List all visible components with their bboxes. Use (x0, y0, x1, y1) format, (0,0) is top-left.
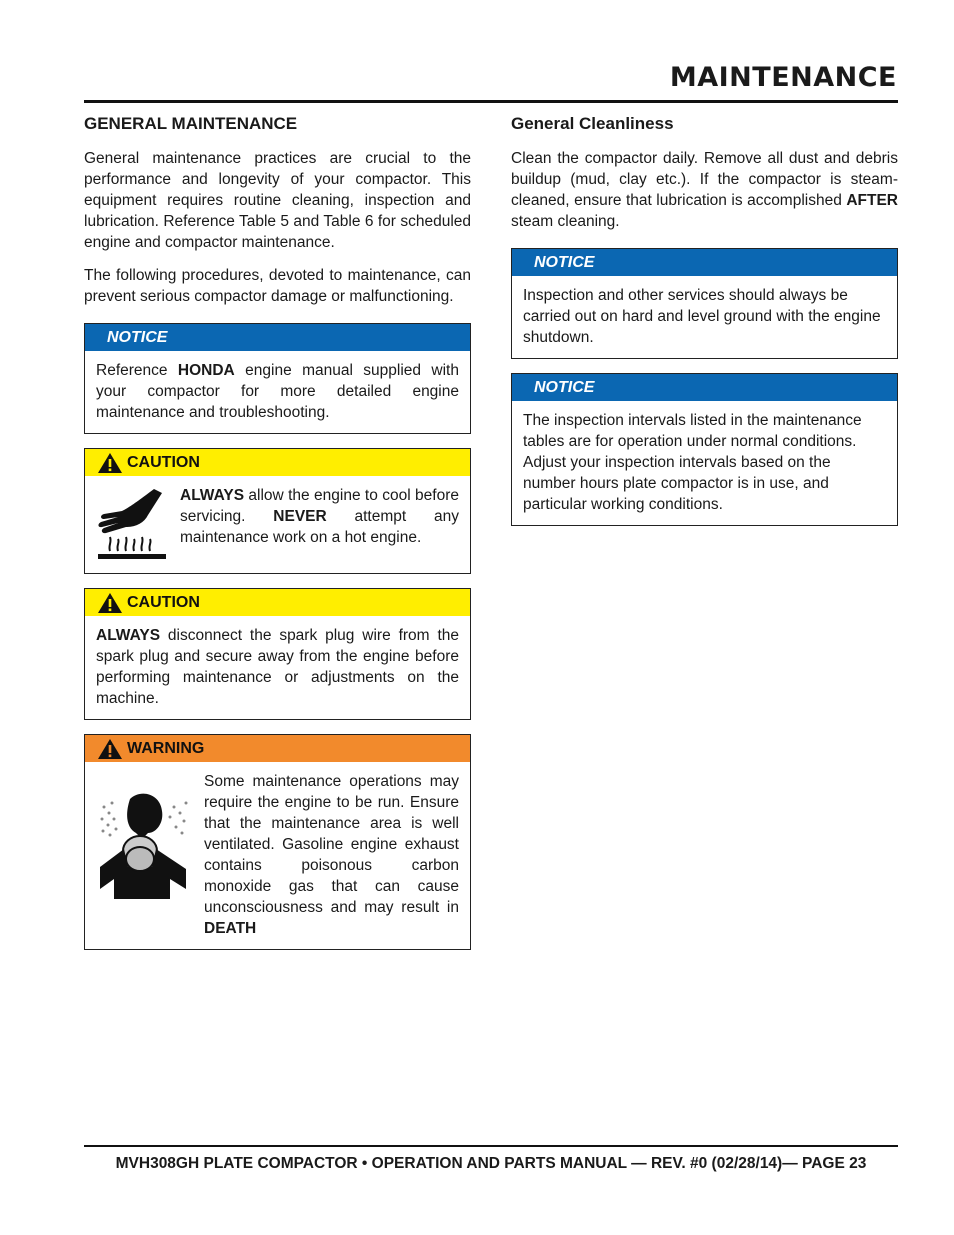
right-column (511, 114, 898, 540)
notice-box-inspection (511, 248, 898, 359)
notice-text-part: engine manual supplied with your compactor for more detailed engine maintenance and troubleshooting. (96, 362, 459, 421)
warning-body (85, 762, 470, 949)
notice-text: Inspection and other services should always be carried out on hard and level ground with the engine shutdown. (523, 287, 881, 346)
warning-text-part: Some maintenance operations may require the engine to be run. Ensure that the maintenance area is well ventilated. Gasoline engine exhaust contains poisonous carbon monoxide gas that can cause unconsciousness and may result in (204, 773, 459, 916)
caution-header (85, 449, 470, 476)
section-heading: GENERAL MAINTENANCE (84, 114, 298, 133)
caution-label: CAUTION (127, 453, 200, 471)
section-heading: General Cleanliness (511, 114, 674, 133)
notice-box-intervals (511, 373, 898, 526)
warning-box (84, 734, 471, 950)
warning-triangle-icon (97, 738, 123, 760)
warning-triangle-icon (97, 452, 123, 474)
warning-header (85, 735, 470, 762)
caution-bold: ALWAYS (180, 487, 245, 504)
notice-header: NOTICE (512, 249, 897, 276)
procedures-paragraph: The following procedures, devoted to maintenance, can prevent serious compactor damage or malfunctioning. (84, 267, 471, 305)
warning-text (204, 771, 459, 939)
caution-box-spark-plug (84, 588, 471, 720)
footer-rule (84, 1145, 898, 1147)
caution-text (85, 616, 470, 719)
cleanliness-text-part: Clean the compactor daily. Remove all dust and debris buildup (mud, clay etc.). If the compactor is steam-cleaned, ensure that lubrication is accomplished (511, 150, 898, 209)
caution-text-part: disconnect the spark plug wire from the spark plug and secure away from the engine before performing maintenance or adjustments on the machine. (96, 627, 459, 707)
notice-text-part: Reference (96, 362, 178, 379)
cleanliness-bold: AFTER (846, 192, 898, 209)
warning-triangle-icon (97, 592, 123, 614)
notice-text (85, 351, 470, 433)
notice-bold: HONDA (177, 362, 235, 379)
toxic-fumes-icon (96, 789, 192, 899)
page-footer: MVH308GH PLATE COMPACTOR • OPERATION AND PARTS MANUAL — REV. #0 (02/28/14)— PAGE 23 (115, 1155, 867, 1172)
page-title: MAINTENANCE (669, 62, 897, 93)
warning-label: WARNING (127, 739, 205, 757)
notice-box (84, 323, 471, 434)
notice-text: The inspection intervals listed in the maintenance tables are for operation under normal conditions. Adjust your inspection intervals based on the number hours plate compactor is in use, and particular working conditions. (523, 412, 862, 513)
caution-text-part: allow the engine to cool before servicing. (180, 487, 459, 525)
hot-surface-hand-icon (96, 485, 168, 563)
notice-header: NOTICE (512, 374, 897, 401)
left-column (84, 114, 471, 964)
cleanliness-text-part: steam cleaning. (511, 213, 620, 230)
warning-bold: DEATH (204, 920, 257, 937)
caution-bold: NEVER (273, 508, 327, 525)
notice-header: NOTICE (85, 324, 470, 351)
cleanliness-paragraph (511, 148, 898, 232)
caution-text-part: attempt any maintenance work on a hot engine. (180, 508, 459, 546)
caution-box-hot-engine (84, 448, 471, 574)
header-rule (84, 100, 898, 103)
caution-header (85, 589, 470, 616)
intro-paragraph: General maintenance practices are crucial to the performance and longevity of your compactor. This equipment requires routine cleaning, inspection and lubrication. Reference Table 5 and Table 6 for scheduled engine and compactor maintenance. (84, 150, 471, 251)
caution-text (180, 485, 459, 548)
caution-body (85, 476, 470, 573)
caution-label: CAUTION (127, 593, 200, 611)
caution-bold: ALWAYS (96, 627, 161, 644)
